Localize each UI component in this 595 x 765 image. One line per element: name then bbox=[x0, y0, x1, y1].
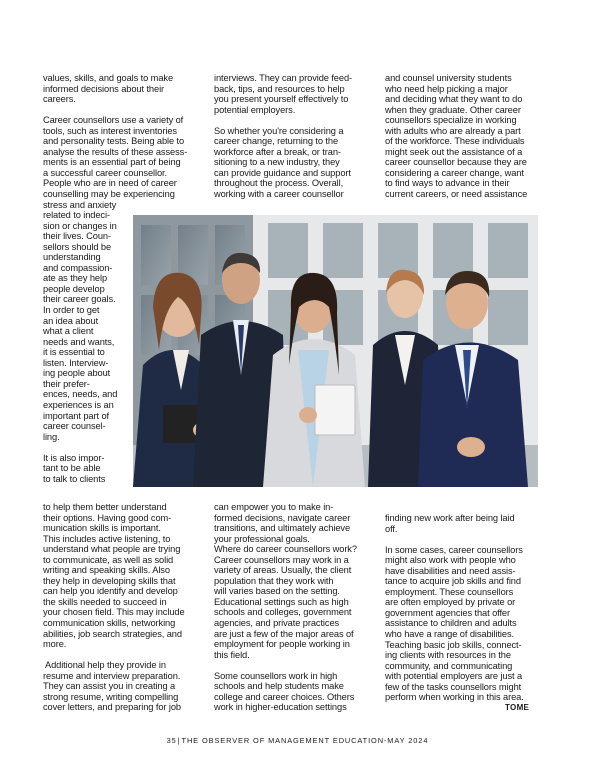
text-line: ate as they help bbox=[43, 273, 108, 284]
text-line: abilities, job search strategies, and bbox=[43, 628, 182, 639]
author-signature: TOME bbox=[505, 703, 530, 712]
text-line: employment for people working in bbox=[214, 639, 350, 650]
text-line: stress and anxiety bbox=[43, 199, 117, 210]
text-line: current careers, or need assistance bbox=[385, 189, 528, 200]
text-line: ling. bbox=[43, 431, 60, 442]
text-line: who need help picking a major bbox=[385, 83, 508, 94]
text-line: values, skills, and goals to make bbox=[43, 73, 174, 83]
text-line: who have a range of disabilities. bbox=[385, 629, 515, 640]
text-line: formed decisions, navigate career bbox=[214, 512, 351, 523]
text-line: important part of bbox=[43, 410, 109, 421]
text-line: resume and interview preparation. bbox=[43, 670, 181, 681]
text-line: government agencies that offer bbox=[385, 607, 511, 618]
text-line: assistance to children and adults bbox=[385, 618, 517, 629]
text-line: throughout the process. Overall, bbox=[214, 178, 344, 189]
text-line: transitions, and ultimately achieve bbox=[214, 523, 351, 534]
text-line: cover letters, and preparing for job bbox=[43, 702, 181, 713]
text-line: tant to be able bbox=[43, 463, 101, 474]
text-line: variety of areas. Usually, the client bbox=[214, 565, 352, 576]
text-line: when they graduate. Other career bbox=[385, 104, 521, 115]
page-footer bbox=[0, 736, 595, 745]
text-line: can help you identify and develop bbox=[43, 586, 178, 597]
text-line: writing and speaking skills. Also bbox=[43, 565, 170, 576]
text-line: understand what people are trying bbox=[43, 544, 181, 555]
text-line: it is essential to bbox=[43, 347, 105, 358]
text-line: agencies, and private practices bbox=[214, 618, 340, 629]
text-line: Teaching basic job skills, connect- bbox=[385, 639, 522, 650]
text-line: tools, such as interest inventories bbox=[43, 125, 177, 136]
text-line: workforce after a break, or tran- bbox=[214, 146, 341, 157]
column-2-top-text bbox=[214, 73, 352, 200]
text-line bbox=[385, 534, 524, 545]
text-line: interviews. They can provide feed- bbox=[214, 73, 353, 83]
team-photo bbox=[133, 215, 538, 487]
text-line: sion or changes in bbox=[43, 220, 117, 231]
text-line: few of the tasks counsellors might bbox=[385, 681, 522, 692]
column-1-bottom-text bbox=[43, 502, 185, 713]
text-line: might also work with people who bbox=[385, 555, 516, 566]
text-line: Additional help they provide in bbox=[43, 660, 166, 671]
text-line: and compassion- bbox=[43, 262, 113, 273]
text-line bbox=[43, 105, 187, 116]
text-line: your professional goals. bbox=[214, 533, 310, 544]
column-3-bottom-text bbox=[385, 513, 524, 703]
text-line: ing people about bbox=[43, 368, 111, 379]
text-line: Career counsellors use a variety of bbox=[43, 115, 184, 126]
text-line: It is also impor- bbox=[43, 452, 105, 463]
text-line: this field. bbox=[214, 649, 250, 660]
text-line: ences, needs, and bbox=[43, 389, 118, 400]
text-line bbox=[214, 660, 357, 671]
text-line: your chosen field. This may include bbox=[43, 607, 185, 618]
text-line: to communicate, as well as solid bbox=[43, 554, 174, 565]
text-line: needs and wants, bbox=[43, 336, 115, 347]
text-line: In order to get bbox=[43, 305, 100, 316]
page-number: 35 bbox=[166, 736, 177, 745]
text-line: work in higher-education settings bbox=[214, 702, 347, 713]
text-line: can empower you to make in- bbox=[214, 502, 334, 512]
text-line: have disabilities and need assis- bbox=[385, 565, 516, 576]
text-line: informed decisions about their bbox=[43, 83, 165, 94]
text-line: counsellors specialize in working bbox=[385, 115, 517, 126]
text-line: with adults who are already a part bbox=[385, 125, 521, 136]
text-line bbox=[214, 115, 352, 126]
text-line: might seek out the assistance of a bbox=[385, 146, 523, 157]
text-line: working with a career counsellor bbox=[214, 189, 344, 200]
text-line bbox=[43, 650, 185, 661]
text-line: college and career choices. Others bbox=[214, 691, 355, 702]
text-line: People who are in need of career bbox=[43, 178, 177, 189]
text-line: are often employed by private or bbox=[385, 597, 516, 608]
text-line: communication skills, networking bbox=[43, 618, 176, 629]
text-line: can provide guidance and support bbox=[214, 167, 351, 178]
text-line: analyse the results of these assess- bbox=[43, 146, 188, 157]
text-line: their career goals. bbox=[43, 294, 116, 305]
text-line: the skills needed to succeed in bbox=[43, 596, 167, 607]
text-line: and counsel university students bbox=[385, 73, 512, 83]
text-line: back, tips, and resources to help bbox=[214, 83, 345, 94]
text-line: understanding bbox=[43, 252, 101, 263]
text-line: munication skills is important. bbox=[43, 523, 161, 534]
text-line: population that they work with bbox=[214, 575, 334, 586]
text-line: are just a few of the major areas of bbox=[214, 628, 354, 639]
column-2-bottom-text bbox=[214, 502, 357, 713]
publication-title: THE OBSERVER OF MANAGEMENT EDUCATION-MAY 2024 bbox=[181, 736, 429, 745]
text-line: and personality tests. Being able to bbox=[43, 136, 185, 147]
text-line: considering a career change, want bbox=[385, 167, 524, 178]
text-line: Career counsellors may work in a bbox=[214, 554, 349, 565]
text-line: potential employers. bbox=[214, 104, 296, 115]
text-line: schools and colleges, government bbox=[214, 607, 352, 618]
text-line: career counsellor because they are bbox=[385, 157, 527, 168]
text-line: Some counsellors work in high bbox=[214, 670, 338, 681]
text-line: In some cases, career counsellors bbox=[385, 544, 523, 555]
text-line: of the workforce. These individuals bbox=[385, 136, 525, 147]
text-line: They can assist you in creating a bbox=[43, 681, 176, 692]
text-line: ing clients with resources in the bbox=[385, 650, 511, 661]
text-line: what a client bbox=[43, 326, 94, 337]
text-line: finding new work after being laid bbox=[385, 513, 515, 523]
text-line: listen. Interview- bbox=[43, 357, 109, 368]
text-line: they help in developing skills that bbox=[43, 575, 176, 586]
text-line: you present yourself effectively to bbox=[214, 94, 349, 105]
footer-separator: | bbox=[177, 736, 181, 745]
text-line: more. bbox=[43, 639, 67, 650]
text-line: to find ways to advance in their bbox=[385, 178, 510, 189]
text-line: Where do career counsellors work? bbox=[214, 544, 357, 555]
text-line: and deciding what they want to do bbox=[385, 94, 523, 105]
text-line: their prefer- bbox=[43, 378, 90, 389]
text-line: schools and help students make bbox=[214, 681, 344, 692]
text-line: employment. These counsellors bbox=[385, 586, 514, 597]
text-line: people develop bbox=[43, 283, 105, 294]
text-line: to talk to clients bbox=[43, 473, 106, 484]
text-line: experiences is an bbox=[43, 399, 114, 410]
text-line: career counsel- bbox=[43, 421, 106, 432]
text-line: So whether you're considering a bbox=[214, 125, 344, 136]
text-line: ments is an essential part of being bbox=[43, 157, 181, 168]
text-line: counselling may be experiencing bbox=[43, 189, 175, 200]
text-line: Educational settings such as high bbox=[214, 596, 349, 607]
text-line: related to indeci- bbox=[43, 210, 110, 221]
text-line: sellors should be bbox=[43, 241, 112, 252]
text-line: career change, returning to the bbox=[214, 136, 339, 147]
text-line: community, and communicating bbox=[385, 660, 513, 671]
text-line: perform when working in this area. bbox=[385, 692, 524, 703]
text-line: careers. bbox=[43, 94, 76, 105]
text-line: strong resume, writing compelling bbox=[43, 691, 179, 702]
text-line: This includes active listening, to bbox=[43, 533, 171, 544]
text-line: tance to acquire job skills and find bbox=[385, 576, 521, 587]
text-line: to help them better understand bbox=[43, 502, 167, 512]
text-line: their lives. Coun- bbox=[43, 231, 111, 242]
text-line: will varies based on the setting. bbox=[214, 586, 340, 597]
text-line: with potential employers are just a bbox=[385, 671, 523, 682]
text-line: off. bbox=[385, 523, 398, 534]
text-line: a successful career counsellor. bbox=[43, 167, 168, 178]
column-3-top-text bbox=[385, 73, 527, 200]
text-line: their options. Having good com- bbox=[43, 512, 172, 523]
text-line: an idea about bbox=[43, 315, 99, 326]
text-line: sitioning to a new industry, they bbox=[214, 157, 340, 168]
